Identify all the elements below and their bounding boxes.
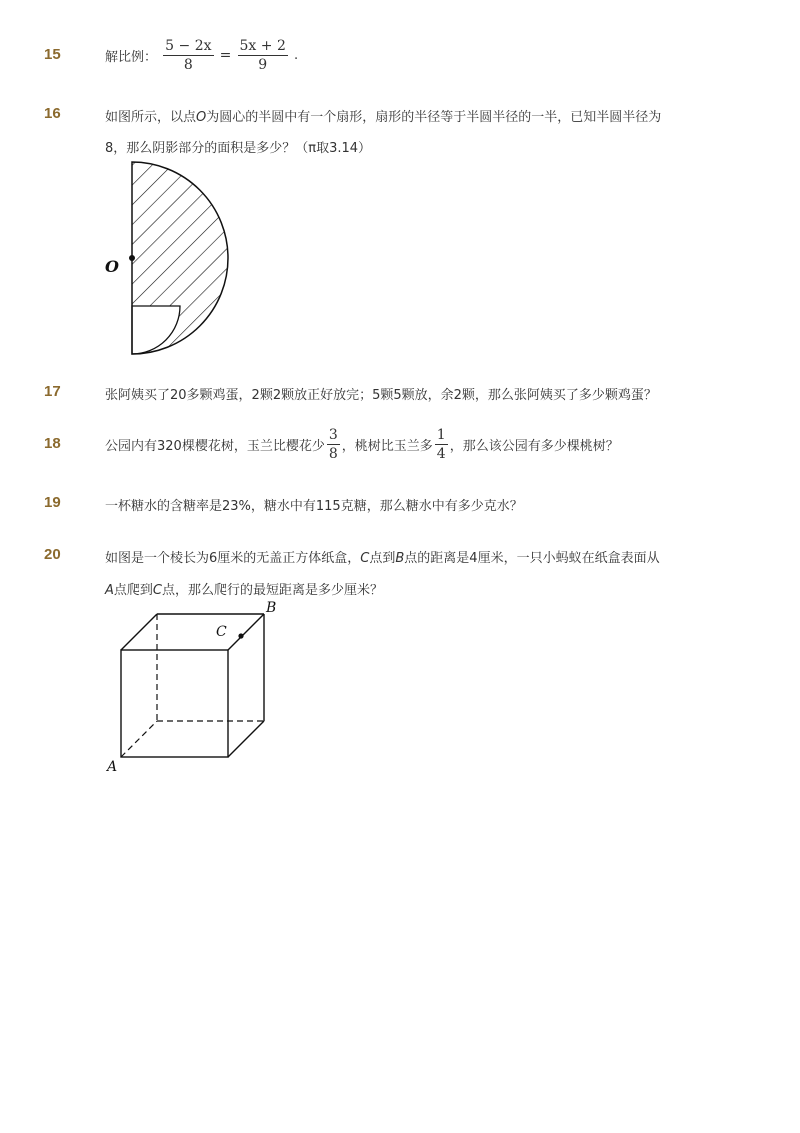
q15-right-denominator: 9: [238, 55, 288, 74]
q16-line1-part2: 为圆心的半圆中有一个扇形，扇形的半径等于半圆半径的一半，已知半圆半径为: [206, 110, 662, 125]
question-19-text: 一杯糖水的含糖率是23%，糖水中有115克糖，那么糖水中有多少克水？: [105, 499, 523, 514]
question-number-17: 17: [44, 383, 61, 400]
q20-var-c2: C: [152, 583, 162, 598]
q16-var-o: O: [196, 110, 207, 125]
question-number-16: 16: [44, 105, 61, 122]
cube-hidden-edge: [121, 721, 157, 757]
q20-line1-part3: 点的距离是4厘米，一只小蚂蚁在纸盒表面从: [404, 551, 660, 566]
q18-part3: ，那么该公园有多少棵桃树？: [449, 439, 619, 454]
q16-line1-part1: 如图所示，以点: [105, 110, 197, 125]
q15-left-fraction: [163, 37, 213, 74]
q20-line1-part2: 点到: [369, 551, 396, 566]
q15-left-numerator: 5 − 2x: [165, 38, 212, 54]
q18-fraction1-num: 3: [328, 427, 338, 443]
label-c: C: [216, 624, 227, 640]
label-b: B: [266, 600, 277, 616]
q15-right-numerator: 5x + 2: [239, 38, 286, 54]
question-20-line-1: [105, 547, 660, 566]
q15-equals: =: [219, 47, 232, 64]
question-16-line-1: [105, 106, 661, 125]
q20-var-a: A: [105, 583, 114, 598]
label-a: A: [107, 759, 118, 775]
q18-fraction2-den: 4: [436, 446, 446, 462]
shaded-region: [132, 162, 228, 354]
q15-left-denominator: 8: [163, 55, 213, 74]
q18-part1: 公园内有320棵樱花树，玉兰比樱花少: [105, 439, 325, 454]
q18-fraction1-den: 8: [328, 446, 338, 462]
semicircle-outline: [132, 162, 228, 354]
question-number-19: 19: [44, 494, 61, 511]
q18-part2: ，桃树比玉兰多: [341, 439, 433, 454]
center-point-o: [129, 255, 135, 261]
question-number-18: 18: [44, 435, 61, 452]
label-o: O: [105, 257, 119, 276]
question-15-text: [105, 37, 298, 74]
q18-fraction-1: [327, 426, 340, 463]
question-18-text: [105, 426, 619, 463]
sector: [132, 306, 180, 354]
q20-line2-part2: 点，那么爬行的最短距离是多少厘米？: [162, 583, 384, 598]
q20-line2-part1: 点爬到: [113, 583, 153, 598]
question-17-text: 张阿姨买了20多颗鸡蛋，2颗2颗放正好放完；5颗5颗放，余2颗，那么张阿姨买了多少颗鸡蛋？: [105, 388, 657, 403]
q20-var-c: C: [360, 551, 370, 566]
q20-var-b: B: [395, 551, 405, 566]
q15-prefix: 解比例：: [105, 50, 158, 65]
q18-fraction2-num: 1: [436, 427, 446, 443]
question-20-line-2: [105, 579, 383, 598]
cube-edge: [121, 614, 157, 650]
cube-front-face: [121, 650, 228, 757]
cube-edge: [228, 614, 264, 650]
cube-edge: [228, 721, 264, 757]
q20-line1-part1: 如图是一个棱长为6厘米的无盖正方体纸盒，: [105, 551, 361, 566]
point-c: [238, 633, 243, 638]
question-number-20: 20: [44, 546, 61, 563]
question-16-line-2: 8，那么阴影部分的面积是多少？（π取3.14）: [105, 141, 372, 156]
q15-right-fraction: [238, 37, 288, 74]
q18-fraction-2: [435, 426, 448, 463]
q15-suffix: .: [294, 48, 299, 63]
question-number-15: 15: [44, 46, 61, 63]
